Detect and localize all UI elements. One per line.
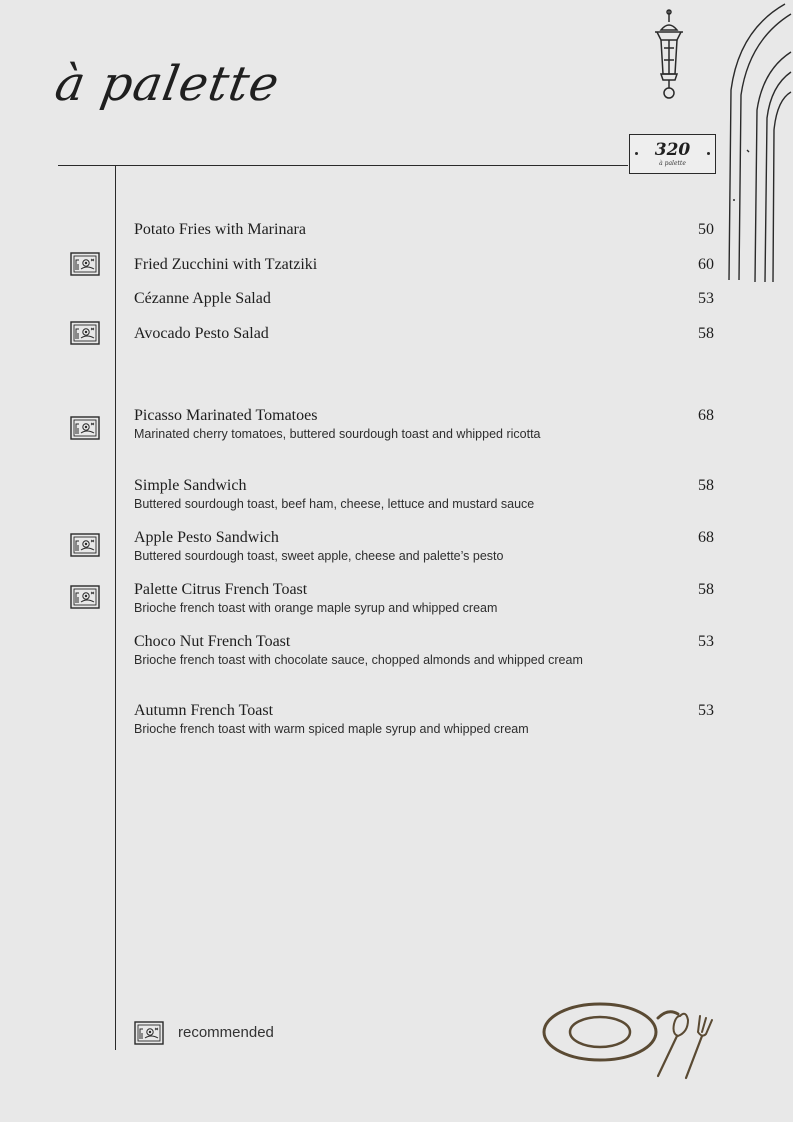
- plaque-sub: à palette: [659, 160, 686, 167]
- framed-painting-icon: [70, 252, 100, 276]
- framed-painting-icon: [70, 321, 100, 345]
- menu-item: [134, 255, 716, 275]
- item-description: Brioche french toast with orange maple syrup and whipped cream: [134, 601, 498, 615]
- brand-logo: [51, 56, 326, 140]
- item-price: 68: [698, 407, 714, 424]
- item-name: Fried Zucchini with Tzatziki: [134, 256, 318, 273]
- item-price: 53: [698, 702, 714, 719]
- item-name: Simple Sandwich: [134, 477, 247, 494]
- framed-painting-icon: [70, 416, 100, 440]
- address-plaque: [629, 134, 716, 174]
- menu-item: [134, 528, 716, 565]
- framed-painting-icon: [70, 533, 100, 557]
- item-name: Picasso Marinated Tomatoes: [134, 407, 318, 424]
- item-description: Buttered sourdough toast, beef ham, cheese, lettuce and mustard sauce: [134, 497, 535, 511]
- menu-item: [134, 289, 716, 309]
- item-price: 58: [698, 477, 714, 494]
- item-description: Marinated cherry tomatoes, buttered sourdough toast and whipped ricotta: [134, 427, 541, 441]
- item-name: Potato Fries with Marinara: [134, 221, 306, 238]
- plaque-screw-icon: [635, 152, 638, 155]
- menu-item: [134, 701, 716, 738]
- menu-item: [134, 476, 716, 513]
- item-name: Choco Nut French Toast: [134, 633, 291, 650]
- item-name: Apple Pesto Sandwich: [134, 529, 279, 546]
- item-name: Palette Citrus French Toast: [134, 581, 308, 598]
- item-price: 58: [698, 325, 714, 342]
- item-description: Buttered sourdough toast, sweet apple, cheese and palette’s pesto: [134, 549, 504, 563]
- item-name: Autumn French Toast: [134, 702, 274, 719]
- item-price: 53: [698, 633, 714, 650]
- item-description: Brioche french toast with warm spiced maple syrup and whipped cream: [134, 722, 529, 736]
- archway-illustration: [725, 0, 793, 285]
- item-price: 53: [698, 290, 714, 307]
- menu-item: [134, 580, 716, 617]
- menu-item: [134, 324, 716, 344]
- left-divider: [115, 165, 116, 1050]
- item-name: Avocado Pesto Salad: [134, 325, 269, 342]
- menu-item: [134, 406, 716, 443]
- item-price: 60: [698, 256, 714, 273]
- item-price: 68: [698, 529, 714, 546]
- item-name: Cézanne Apple Salad: [134, 290, 271, 307]
- header-divider: [58, 165, 628, 166]
- plaque-number: 320: [654, 140, 691, 160]
- street-lamp-icon: [645, 8, 693, 100]
- legend-label: recommended: [178, 1024, 274, 1041]
- logo-text: à palette: [51, 56, 284, 112]
- item-price: 50: [698, 221, 714, 238]
- framed-painting-icon: [70, 585, 100, 609]
- item-price: 58: [698, 581, 714, 598]
- menu-item: [134, 632, 716, 669]
- plate-and-cutlery-icon: [540, 998, 720, 1083]
- menu-item: [134, 220, 716, 240]
- item-description: Brioche french toast with chocolate sauce, chopped almonds and whipped cream: [134, 653, 583, 667]
- plaque-screw-icon: [707, 152, 710, 155]
- framed-painting-icon: [134, 1021, 164, 1045]
